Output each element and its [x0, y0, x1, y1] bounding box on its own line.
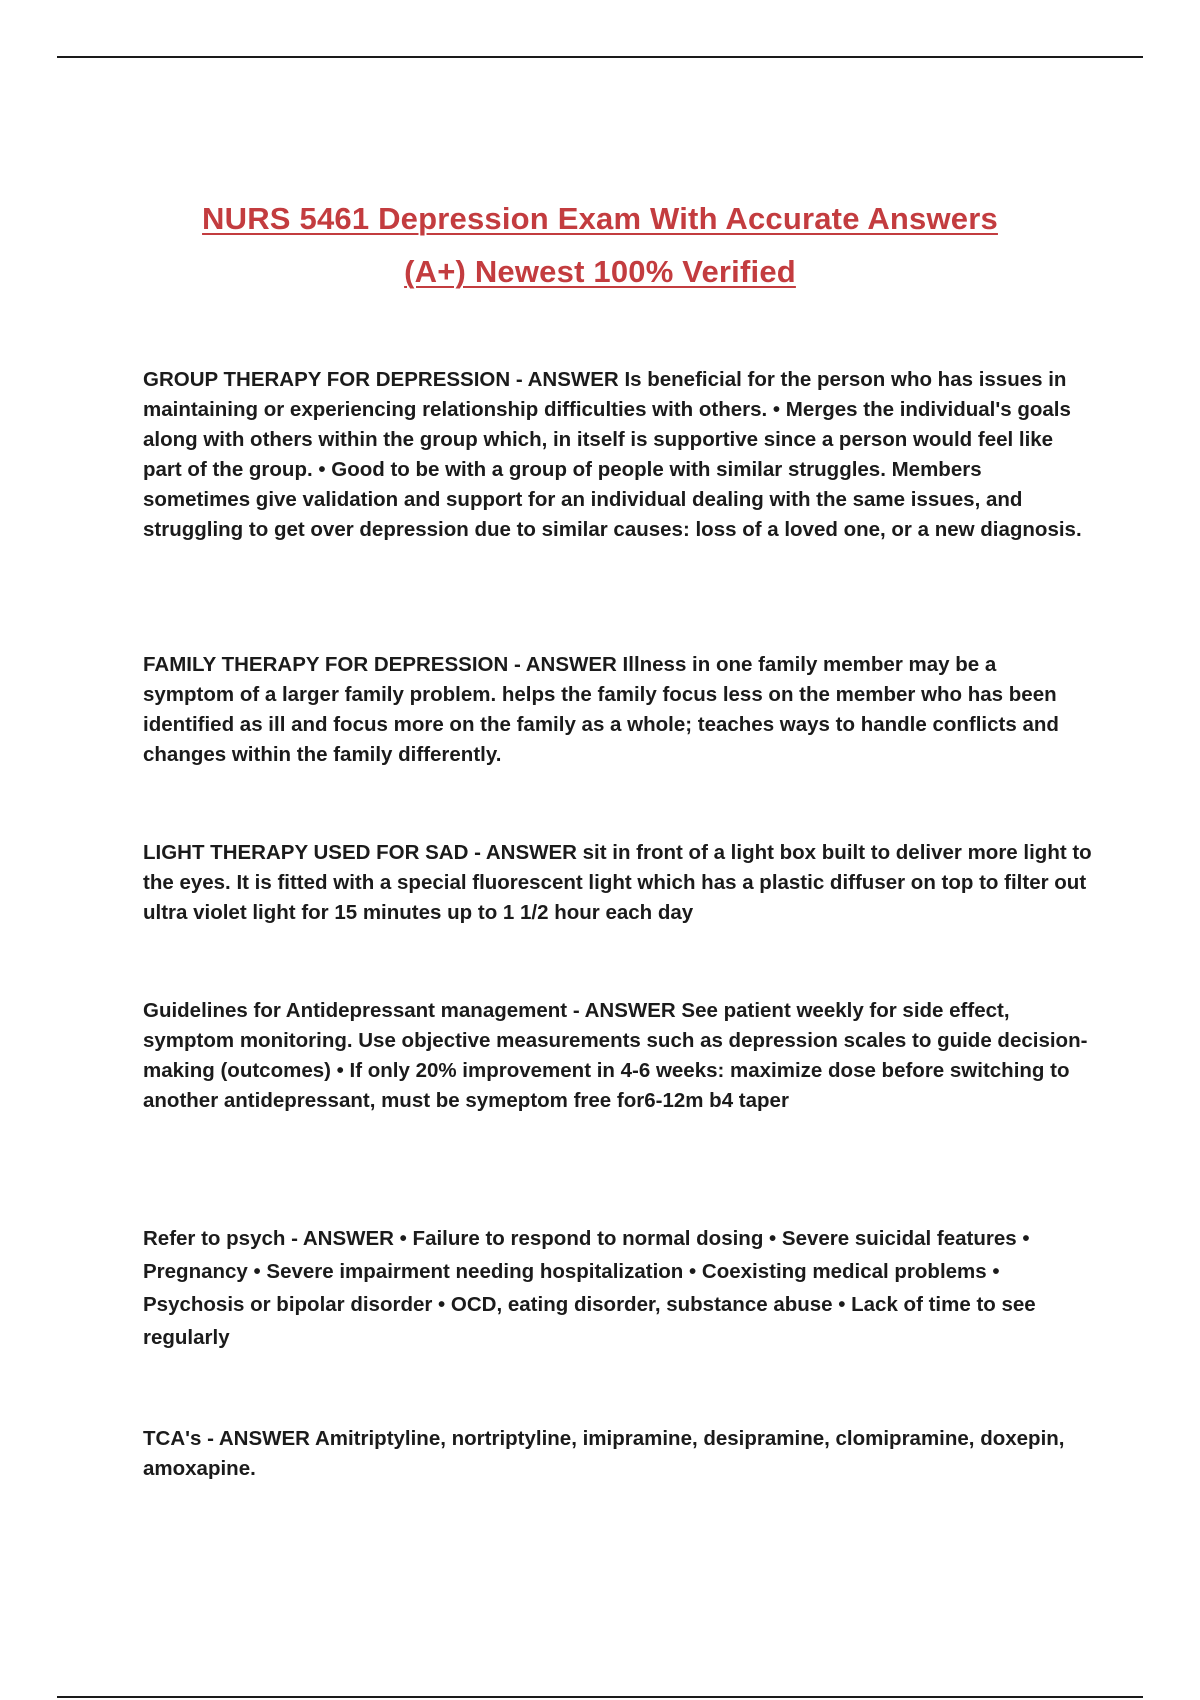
qa-item-family-therapy: [143, 650, 1093, 770]
qa-answer: Is beneficial for the person who has issues in maintaining or experiencing relationship difficulties with others. • Merges the individual's goals along with others within the group which, in itself is supportive since a person would feel like part of the group. • Good to be with a group of people with similar struggles. Members sometimes give validation and support for an individual dealing with the same issues, and struggling to get over depression due to similar causes: loss of a loved one, or a new diagnosis.: [143, 368, 1082, 541]
qa-term: Refer to psych: [143, 1227, 286, 1250]
qa-item-light-therapy: [143, 838, 1093, 928]
qa-item-group-therapy: [143, 365, 1093, 545]
qa-term: TCA's: [143, 1427, 202, 1450]
qa-answer: • Failure to respond to normal dosing • Severe suicidal features • Pregnancy • Severe impairment needing hospitalization • Coexisting medical problems • Psychosis or bipolar disorder • OCD, eating disorder, substance abuse • Lack of time to see regularly: [143, 1227, 1036, 1349]
qa-separator: - ANSWER: [285, 1227, 400, 1250]
qa-answer: Illness in one family member may be a symptom of a larger family problem. helps the family focus less on the member who has been identified as ill and focus more on the family as a whole; teaches ways to handle conflicts and changes within the family differently.: [143, 653, 1059, 766]
qa-answer: Amitriptyline, nortriptyline, imipramine, desipramine, clomipramine, doxepin, amoxapine.: [143, 1427, 1065, 1480]
bottom-rule: [57, 1696, 1143, 1698]
qa-term: LIGHT THERAPY USED FOR SAD: [143, 841, 469, 864]
qa-item-antidepressant-guidelines: [143, 996, 1093, 1116]
qa-separator: - ANSWER: [468, 841, 583, 864]
page-title: [100, 192, 1100, 298]
qa-separator: - ANSWER: [508, 653, 623, 676]
qa-term: FAMILY THERAPY FOR DEPRESSION: [143, 653, 509, 676]
qa-item-tcas: [143, 1424, 1093, 1484]
qa-item-refer-to-psych: [143, 1222, 1093, 1354]
page-title-line-2: (A+) Newest 100% Verified: [404, 254, 796, 289]
qa-term: GROUP THERAPY FOR DEPRESSION: [143, 368, 511, 391]
qa-separator: - ANSWER: [567, 999, 682, 1022]
qa-separator: - ANSWER: [201, 1427, 315, 1450]
qa-term: Guidelines for Antidepressant management: [143, 999, 568, 1022]
page-title-line-1: NURS 5461 Depression Exam With Accurate Answers: [202, 201, 998, 236]
qa-separator: - ANSWER: [510, 368, 625, 391]
qa-answer: sit in front of a light box built to deliver more light to the eyes. It is fitted with a special fluorescent light which has a plastic diffuser on top to filter out ultra violet light for 15 minutes up to 1 1/2 hour each day: [143, 841, 1092, 924]
top-rule: [57, 56, 1143, 58]
qa-answer: See patient weekly for side effect, symptom monitoring. Use objective measurements such as depression scales to guide decision-making (outcomes) • If only 20% improvement in 4-6 weeks: maximize dose before switching to another antidepressant, must be symeptom free for6-12m b4 taper: [143, 999, 1088, 1112]
